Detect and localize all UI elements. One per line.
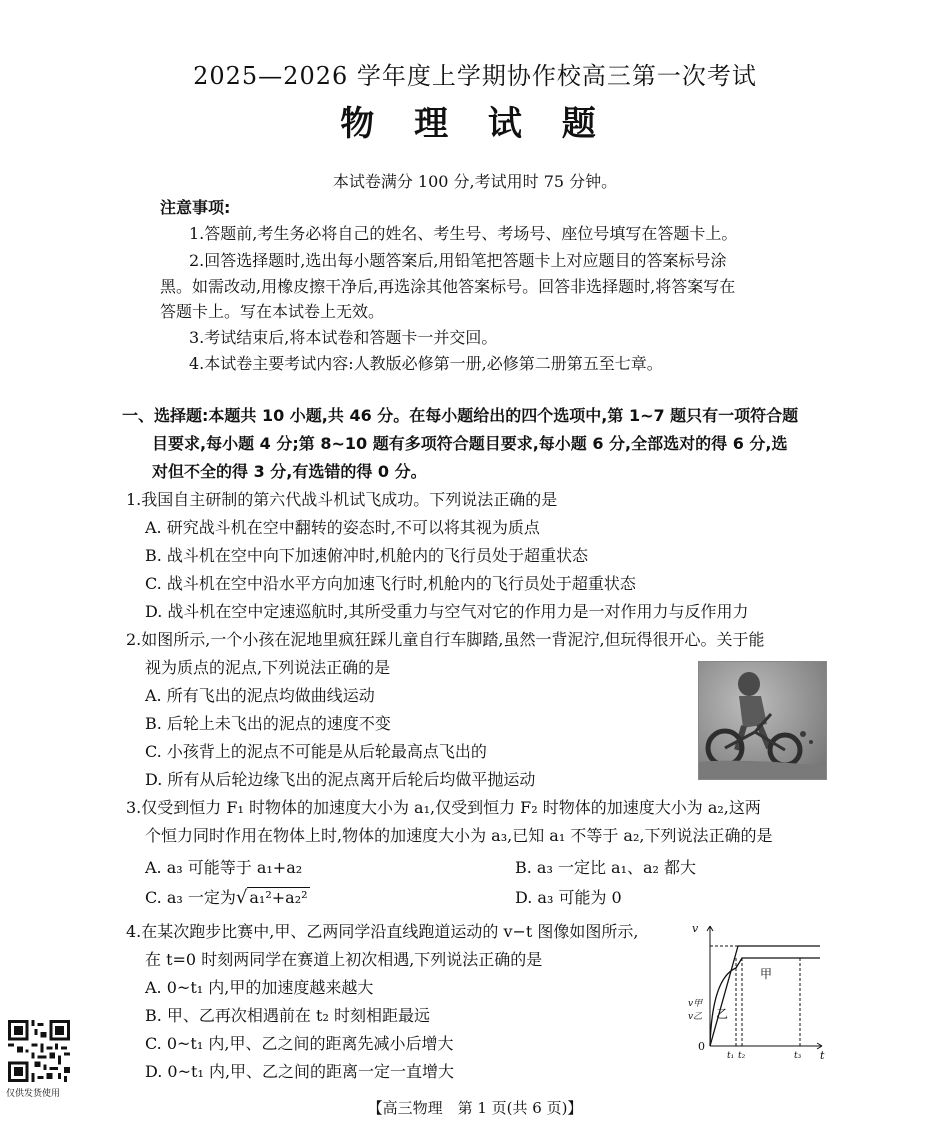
q3-option-a: A. a₃ 可能等于 a₁+a₂	[145, 858, 303, 877]
origin-label: 0	[698, 1040, 705, 1053]
curve-label-jia: 甲	[760, 967, 773, 981]
q4-option-d: D. 0~t₁ 内,甲、乙之间的距离一定一直增大	[145, 1062, 455, 1081]
q3-stem: 3.仅受到恒力 F₁ 时物体的加速度大小为 a₁,仅受到恒力 F₂ 时物体的加速度大小为 a₂,这两	[126, 798, 761, 817]
t3-label: t₃	[794, 1051, 802, 1061]
section-heading: 一、选择题:本题共 10 小题,共 46 分。在每小题给出的四个选项中,第 1~7 题只有一项符合题	[122, 406, 799, 425]
q2-option-b: B. 后轮上未飞出的泥点的速度不变	[145, 714, 391, 733]
q4-stem-cont: 在 t=0 时刻两同学在赛道上初次相遇,下列说法正确的是	[145, 950, 543, 969]
q1-option-c: C. 战斗机在空中沿水平方向加速飞行时,机舱内的飞行员处于超重状态	[145, 574, 636, 593]
q2-stem: 2.如图所示,一个小孩在泥地里疯狂踩儿童自行车脚踏,虽然一背泥泞,但玩得很开心。关于能	[126, 630, 765, 649]
v-jia-label: v甲	[688, 999, 703, 1009]
q3-option-c	[145, 884, 310, 912]
q3-option-b: B. a₃ 一定比 a₁、a₂ 都大	[515, 858, 697, 877]
child-bike-photo	[698, 661, 827, 780]
q2-stem-cont: 视为质点的泥点,下列说法正确的是	[145, 658, 391, 677]
vt-graph	[680, 918, 830, 1063]
section-heading-line: 目要求,每小题 4 分;第 8~10 题有多项符合题目要求,每小题 6 分,全部选对的得 6 分,选	[152, 434, 788, 453]
v-yi-label: v乙	[688, 1012, 703, 1022]
sqrt-radicand: a₁²+a₂²	[249, 888, 308, 907]
q2-option-c: C. 小孩背上的泥点不可能是从后轮最高点飞出的	[145, 742, 487, 761]
section-heading-line: 对但不全的得 3 分,有选错的得 0 分。	[152, 462, 427, 481]
q4-option-b: B. 甲、乙再次相遇前在 t₂ 时刻相距最远	[145, 1006, 430, 1025]
q3-option-c-prefix: C. a₃ 一定为	[145, 888, 236, 907]
notes-heading: 注意事项:	[160, 198, 231, 217]
note-line: 答题卡上。写在本试卷上无效。	[160, 302, 385, 321]
page-footer: 【高三物理 第 1 页(共 6 页)】	[367, 1099, 583, 1117]
q1-stem: 1.我国自主研制的第六代战斗机试飞成功。下列说法正确的是	[126, 490, 558, 509]
q1-option-b: B. 战斗机在空中向下加速俯冲时,机舱内的飞行员处于超重状态	[145, 546, 589, 565]
q1-option-a: A. 研究战斗机在空中翻转的姿态时,不可以将其视为质点	[145, 518, 540, 537]
qr-code[interactable]	[8, 1020, 70, 1082]
note-line: 2.回答选择题时,选出每小题答案后,用铅笔把答题卡上对应题目的答案标号涂	[189, 251, 727, 270]
qr-caption: 仅供发货使用	[6, 1089, 61, 1099]
t-axis-label: t	[820, 1049, 825, 1062]
note-line: 3.考试结束后,将本试卷和答题卡一并交回。	[189, 328, 498, 347]
note-line: 1.答题前,考生务必将自己的姓名、考生号、考场号、座位号填写在答题卡上。	[189, 224, 738, 243]
line-yi	[710, 946, 820, 1046]
exam-title: 2025—2026 学年度上学期协作校高三第一次考试	[193, 62, 757, 90]
q3-stem-cont: 个恒力同时作用在物体上时,物体的加速度大小为 a₃,已知 a₁ 不等于 a₂,下列说法正确的是	[145, 826, 773, 845]
q4-option-a: A. 0~t₁ 内,甲的加速度越来越大	[145, 978, 374, 997]
sqrt-sign: √	[235, 887, 248, 908]
t1-label: t₁	[727, 1051, 735, 1061]
exam-intro: 本试卷满分 100 分,考试用时 75 分钟。	[332, 172, 618, 191]
q4-stem: 4.在某次跑步比赛中,甲、乙两同学沿直线跑道运动的 v−t 图像如图所示,	[126, 922, 639, 941]
t2-label: t₂	[738, 1051, 746, 1061]
q4-option-c: C. 0~t₁ 内,甲、乙之间的距离先减小后增大	[145, 1034, 454, 1053]
note-line: 黑。如需改动,用橡皮擦干净后,再选涂其他答案标号。回答非选择题时,将答案写在	[160, 277, 736, 296]
v-axis-label: v	[692, 922, 699, 935]
q2-option-a: A. 所有飞出的泥点均做曲线运动	[145, 686, 375, 705]
curve-label-yi: 乙	[716, 1007, 729, 1021]
q1-option-d: D. 战斗机在空中定速巡航时,其所受重力与空气对它的作用力是一对作用力与反作用力	[145, 602, 749, 621]
subject-title: 物 理 试 题	[340, 104, 610, 144]
q3-option-d: D. a₃ 可能为 0	[515, 888, 622, 907]
note-line: 4.本试卷主要考试内容:人教版必修第一册,必修第二册第五至七章。	[189, 354, 663, 373]
q2-option-d: D. 所有从后轮边缘飞出的泥点离开后轮后均做平抛运动	[145, 770, 536, 789]
